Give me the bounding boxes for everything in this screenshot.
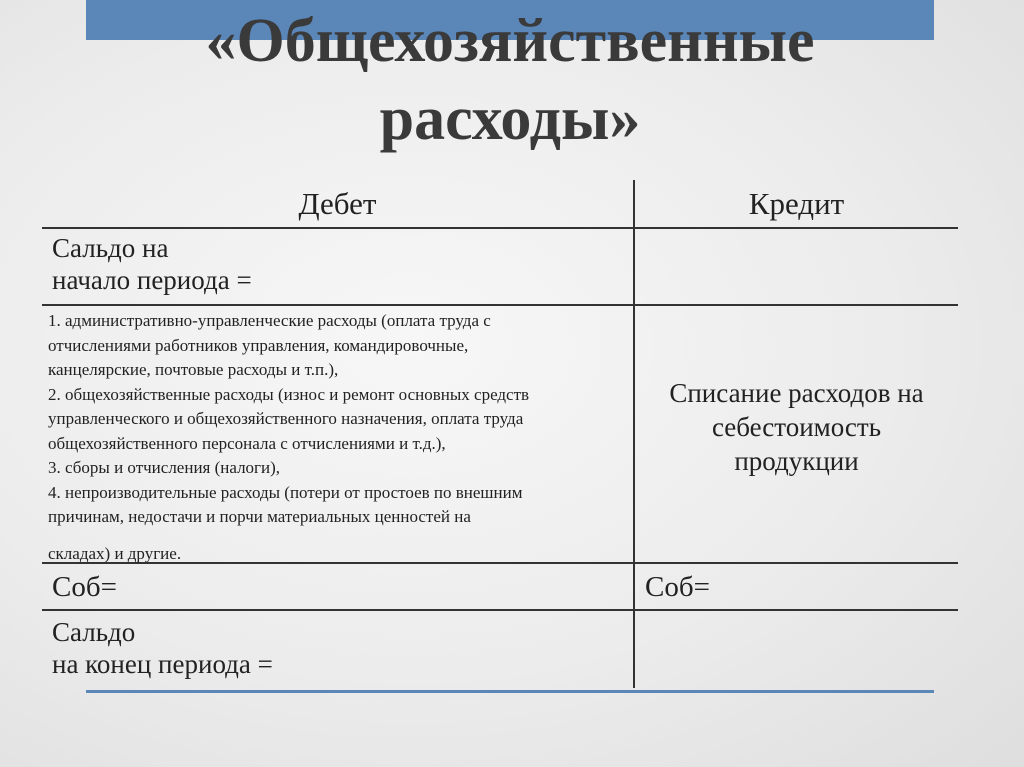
debit-item-line: канцелярские, почтовые расходы и т.п.), (48, 360, 339, 379)
debit-turnover: Соб= (52, 571, 117, 603)
debit-item-line: 3. сборы и отчисления (налоги), (48, 458, 281, 477)
closing-balance (52, 616, 622, 680)
debit-item-line: отчислениями работников управления, командировочные, (48, 335, 469, 355)
debit-item-line: 2. общехозяйственные расходы (износ и ремонт основных средств (48, 384, 530, 404)
row-divider (42, 304, 958, 306)
credit-turnover: Соб= (645, 571, 710, 603)
opening-balance-line: Сальдо на (52, 233, 169, 263)
debit-items (42, 309, 630, 566)
credit-header: Кредит (748, 186, 845, 221)
slide-title: «Общехозяйственные расходы» (205, 7, 815, 153)
debit-item-line: причинам, недостачи и порчи материальных ценностей на (48, 507, 471, 526)
t-account-table (42, 180, 958, 688)
credit-entry (635, 376, 958, 478)
debit-item-line: управленческого и общехозяйственного назначения, оплата труда (48, 409, 524, 428)
debit-item-line: складах) и другие. (48, 543, 182, 563)
credit-entry-line: себестоимость (711, 412, 882, 442)
debit-item-line: общехозяйственного персонала с отчислениями и т.д.), (48, 433, 446, 453)
row-divider (42, 609, 958, 611)
debit-header: Дебет (298, 186, 377, 221)
opening-balance (52, 232, 622, 296)
credit-entry-line: Списание расходов на (669, 378, 924, 408)
closing-balance-line: на конец периода = (52, 649, 273, 679)
debit-item-line: 1. административно-управленческие расходы (оплата труда с (48, 311, 491, 330)
opening-balance-line: начало периода = (52, 265, 252, 295)
debit-item-line: 4. непроизводительные расходы (потери от простоев по внешним (48, 482, 523, 502)
bottom-accent-line (86, 690, 934, 693)
credit-entry-line: продукции (734, 446, 859, 476)
closing-balance-line: Сальдо (52, 617, 136, 647)
